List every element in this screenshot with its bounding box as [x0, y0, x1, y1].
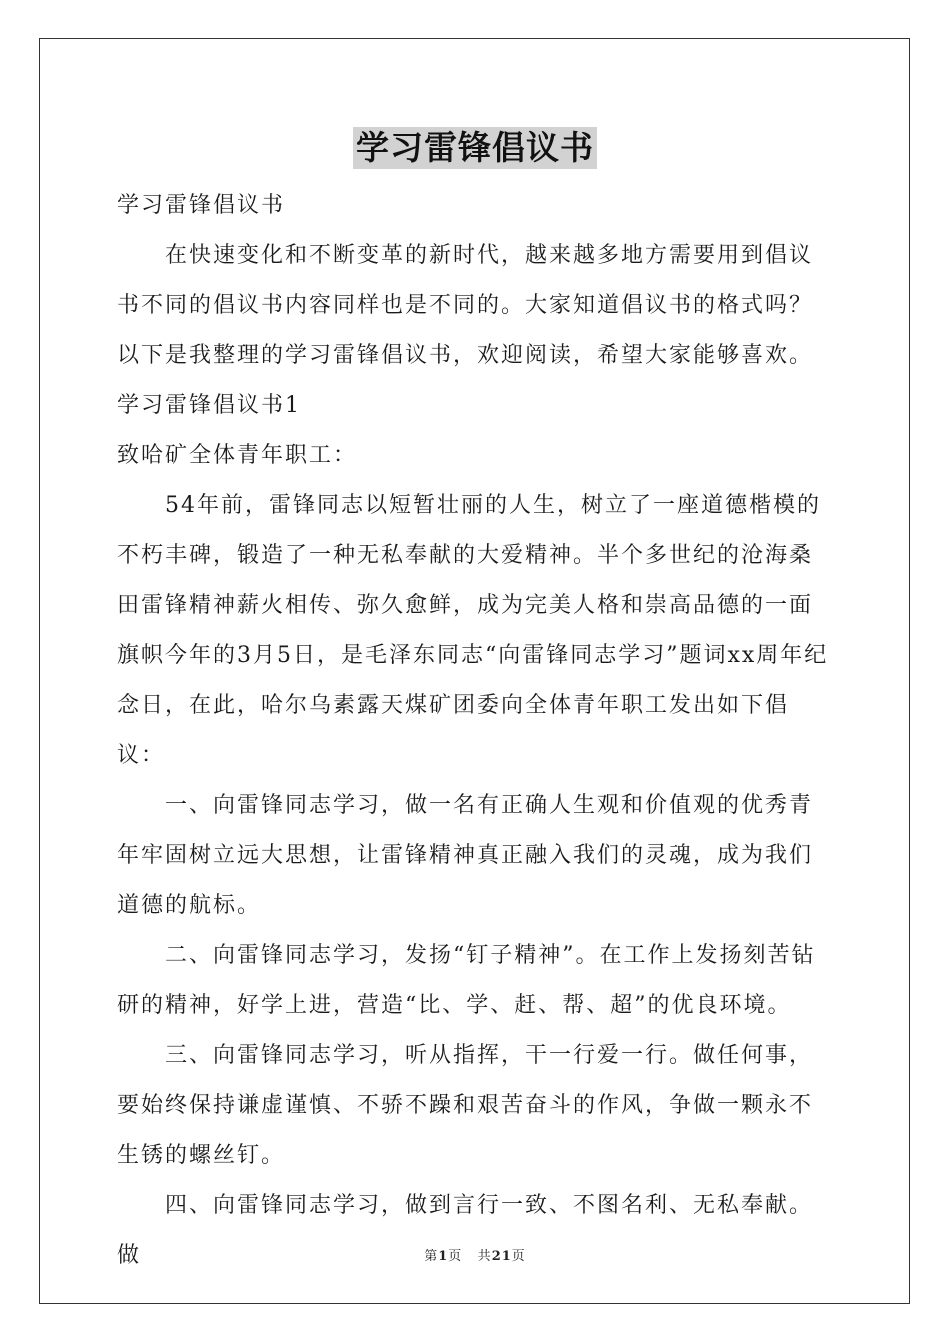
footer-page-word: 页 — [448, 1249, 463, 1264]
proposal-item-3: 三、向雷锋同志学习，听从指挥，干一行爱一行。做任何事，要始终保持谦虚谨慎、不骄不躁和艰苦奋斗的作风，争做一颗永不生锈的螺丝钉。 — [117, 1043, 814, 1168]
section-heading: 学习雷锋倡议书1 — [117, 393, 301, 418]
proposal-item-2: 二、向雷锋同志学习，发扬“钉子精神”。在工作上发扬刻苦钻研的精神，好学上进，营造“比、学、赶、帮、超”的优良环境。 — [117, 943, 816, 1018]
footer-total-suffix: 页 — [511, 1249, 526, 1264]
footer-total-pages: 21 — [491, 1249, 512, 1264]
page-footer — [0, 1245, 950, 1264]
document-body — [117, 181, 835, 1281]
footer-total-prefix: 共 — [477, 1249, 492, 1264]
proposal-item-4: 四、向雷锋同志学习，做到言行一致、不图名利、无私奉献。做 — [117, 1193, 814, 1268]
document-title: 学习雷锋倡议书 — [353, 127, 597, 169]
footer-prefix: 第 — [424, 1249, 439, 1264]
body-paragraph: 54年前，雷锋同志以短暂壮丽的人生，树立了一座道德楷模的不朽丰碑，锻造了一种无私奉献的大爱精神。半个多世纪的沧海桑田雷锋精神薪火相传、弥久愈鲜，成为完美人格和崇高品德的一面旗帜今年的3月5日，是毛泽东同志“向雷锋同志学习”题词xx周年纪念日，在此，哈尔乌素露天煤矿团委向全体青年职工发出如下倡议： — [117, 493, 829, 768]
footer-current-page: 1 — [438, 1249, 449, 1264]
intro-paragraph: 在快速变化和不断变革的新时代，越来越多地方需要用到倡议书不同的倡议书内容同样也是不同的。大家知道倡议书的格式吗？以下是我整理的学习雷锋倡议书，欢迎阅读，希望大家能够喜欢。 — [117, 243, 814, 368]
subtitle-paragraph: 学习雷锋倡议书 — [117, 193, 286, 218]
salutation-paragraph: 致哈矿全体青年职工： — [117, 443, 358, 468]
proposal-item-1: 一、向雷锋同志学习，做一名有正确人生观和价值观的优秀青年牢固树立远大思想，让雷锋精神真正融入我们的灵魂，成为我们道德的航标。 — [117, 793, 814, 918]
title-container — [0, 127, 950, 169]
